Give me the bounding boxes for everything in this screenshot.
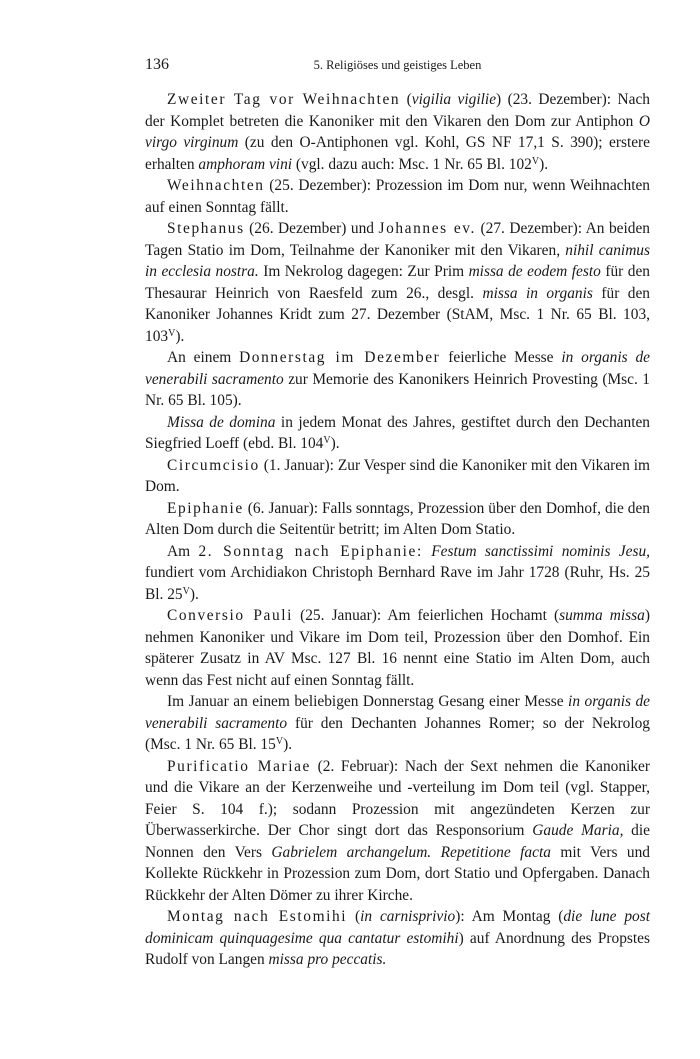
text-run: ).	[539, 155, 549, 173]
text-run: ).	[283, 736, 293, 753]
text-run: feierliche Messe	[440, 349, 562, 366]
verso-superscript: V	[182, 585, 190, 597]
feast-name: Donnerstag im Dezember	[239, 349, 441, 366]
paragraph	[145, 412, 650, 455]
text-run: Im Januar an einem beliebigen Donnerstag Gesang einer Messe	[167, 693, 569, 710]
text-run: (	[347, 908, 361, 925]
feast-name: Epiphanie	[167, 499, 244, 517]
text-run: (6. Januar): Falls sonntags, Prozession über den Domhof, die den Alten Dom durch die Seitentür betritt; im Alten Dom Statio.	[145, 499, 650, 538]
text-run: in jedem Monat des Jahres, gestiftet durch den Dechanten Siegfried Loeff (ebd. Bl. 104	[145, 413, 650, 452]
latin-phrase: summa missa	[559, 607, 645, 624]
paragraph	[145, 175, 650, 218]
text-run	[423, 543, 431, 560]
latin-phrase: O virgo virginum	[145, 112, 650, 151]
text-run: (vgl. dazu auch: Msc. 1 Nr. 65 Bl. 102	[292, 155, 532, 173]
text-run: für den Kanoniker Johannes Kridt zum 27. Dezember (StAM, Msc. 1 Nr. 65 Bl. 103, 103	[145, 284, 650, 345]
feast-name: Conversio Pauli	[167, 607, 294, 624]
paragraph	[145, 89, 650, 175]
latin-phrase: missa de eodem festo	[468, 263, 601, 280]
text-run: zur Memorie des Kanonikers Heinrich Provesting (Msc. 1 Nr. 65 Bl. 105).	[145, 370, 650, 409]
paragraph	[145, 455, 650, 498]
verso-superscript: V	[323, 435, 331, 446]
paragraph	[145, 498, 650, 541]
latin-phrase: amphoram vini	[198, 155, 293, 173]
latin-phrase: in organis de venerabili sacramento	[145, 349, 650, 388]
text-run: ).	[189, 585, 199, 603]
text-run: (25. Januar): Am feierlichen Hochamt (	[293, 607, 560, 624]
text-run: (2. Februar): Nach der Sext nehmen die Kanoniker und die Vikare an der Kerzenweihe und -verteilung im Dom teil (vgl. Stapper, Feier S. 104 f.); sodann Prozession mit angezündeten Kerzen zur Überwasserkirche. Der Chor singt dort das Responsorium	[145, 757, 650, 839]
feast-name: Purificatio Mariae	[167, 757, 311, 775]
body-text	[145, 89, 650, 971]
text-run: die Nonnen den Vers	[145, 822, 650, 861]
paragraph	[145, 906, 650, 971]
page-header	[145, 56, 650, 76]
text-run: fundiert vom Archidiakon Christoph Bernhard Rave im Jahr 1728 (Ruhr, Hs. 25 Bl. 25	[145, 564, 650, 603]
text-run: mit Vers und Kollekte Rückkehr in Prozession zum Dom, dort Statio und Opfergaben. Danach Rückkehr der Alten Dömer zu ihrer Kirche.	[145, 843, 650, 904]
text-run: für den Thesaurar Heinrich von Raesfeld zum 26., desgl.	[145, 263, 651, 302]
verso-superscript: V	[275, 736, 284, 747]
text-run: (25. Dezember): Prozession im Dom nur, wenn Weihnachten auf einen Sonntag fällt.	[145, 177, 650, 216]
latin-phrase: nihil canimus in ecclesia nostra.	[145, 241, 650, 280]
text-run: ) auf Anordnung des Propstes Rudolf von Langen	[145, 929, 650, 968]
text-run: Im Nekrolog dagegen: Zur Prim	[258, 263, 469, 280]
feast-name: Circumcisio	[167, 456, 260, 474]
text-run: (zu den O-Antiphonen vgl. Kohl, GS NF 17,1 S. 390); erstere erhalten	[145, 134, 651, 173]
page-number: 136	[145, 56, 169, 73]
text-run: Am	[167, 542, 199, 560]
latin-phrase: Missa de domina	[167, 413, 276, 431]
paragraph	[145, 347, 650, 412]
paragraph	[145, 605, 650, 691]
text-run: An einem	[167, 349, 240, 366]
text-run: ): Am Montag (	[455, 908, 564, 925]
text-run: (26. Dezember) und	[244, 220, 379, 237]
paragraph	[145, 756, 650, 907]
text-run: (27. Dezember): An beiden Tagen Statio im Dom, Teilnahme der Kanoniker mit den Vikaren,	[145, 220, 650, 259]
text-run: für den Dechanten Johannes Romer; so der Nekrolog (Msc. 1 Nr. 65 Bl. 15	[145, 714, 650, 753]
feast-name: Montag nach Estomihi	[167, 908, 348, 925]
text-run: ) (23. Dezember): Nach der Komplet betreten die Kanoniker mit den Vikaren den Dom zur Antiphon	[145, 91, 650, 130]
feast-name: 2. Sonntag nach Epiphanie:	[198, 542, 423, 560]
feast-name: Zweiter Tag vor Weihnachten	[167, 91, 401, 108]
running-head: 5. Religiöses und geistiges Leben	[313, 58, 482, 72]
latin-phrase: Gabrielem archangelum. Repetitione facta	[271, 843, 551, 861]
paragraph	[145, 541, 650, 606]
text-run: ).	[175, 327, 185, 345]
verso-superscript: V	[531, 155, 540, 167]
text-run: (1. Januar): Zur Vesper sind die Kanoniker mit den Vikaren im Dom.	[145, 456, 650, 495]
latin-phrase: die lune post dominicam quinquagesime qua cantatur estomihi	[145, 908, 650, 947]
text-run: ).	[330, 435, 340, 452]
text-run: ) nehmen Kanoniker und Vikare im Dom teil, Prozession über den Domhof. Ein späterer Zusatz in AV Msc. 127 Bl. 16 nennt eine Statio im Alten Dom, auch wenn das Fest nicht auf einen Sonntag fällt.	[145, 607, 651, 689]
latin-phrase: in carnisprivio	[360, 908, 456, 925]
feast-name: Weihnachten	[167, 177, 265, 194]
verso-superscript: V	[168, 327, 176, 339]
latin-phrase: vigilia vigilie	[411, 91, 497, 108]
latin-phrase: Gaude Maria,	[532, 822, 624, 839]
feast-name: Johannes ev.	[378, 220, 476, 237]
text-run: (	[400, 91, 412, 108]
paragraph	[145, 218, 650, 347]
latin-phrase: missa in organis	[482, 284, 593, 302]
latin-phrase: Festum sanctissimi nominis Jesu,	[431, 542, 650, 560]
latin-phrase: in organis de venerabili sacramento	[145, 693, 650, 732]
latin-phrase: missa pro peccatis.	[268, 951, 387, 968]
feast-name: Stephanus	[167, 220, 245, 237]
paragraph	[145, 691, 650, 756]
